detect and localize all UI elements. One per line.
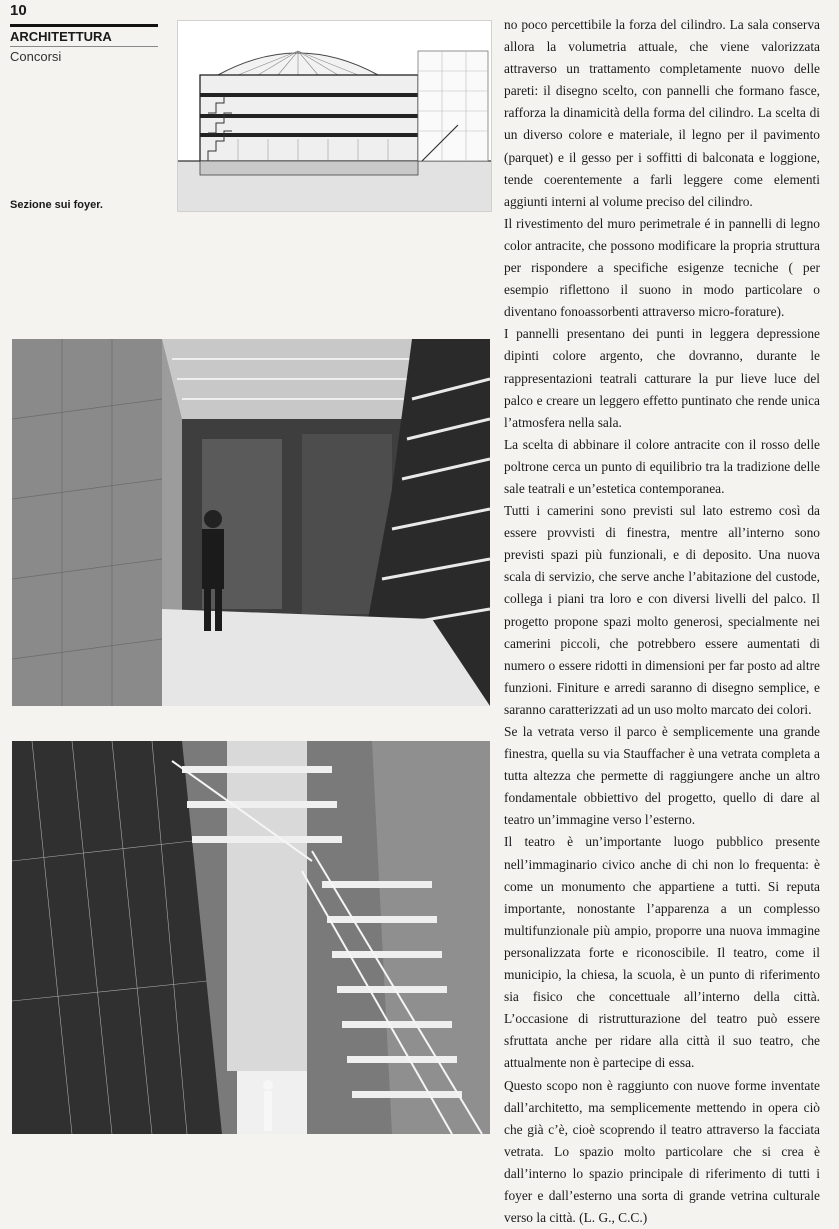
page-number: 10 [10, 2, 27, 19]
paragraph: Se la vetrata verso il parco è semplicemente una grande finestra, quella su via Stauffacher è una vetrata completa a tutta altezza che permette di raggiungere anche un altro fondamentale obbiettivo del progetto, quello di dare al teatro un’immagine verso l’esterno. [504, 721, 820, 831]
subsection-title: Concorsi [10, 49, 61, 64]
paragraph: no poco percettibile la forza del cilindro. La sala conserva allora la volumetria attuale, che viene valorizzata attraverso un trattamento completamente nuovo delle pareti: il disegno scelto, con pannelli che formano fasce, rafforza la dinamicità della forma del cilindro. La scelta di un diverso colore e materiale, il legno per il pavimento (parquet) e il gesso per i soffitti di balconata e loggione, tende coerentemente a farli leggere come elementi aggiunti interni al volume preciso del cilindro. [504, 14, 820, 213]
paragraph: Questo scopo non è raggiunto con nuove forme inventate dall’architetto, ma semplicemente mettendo in opera ciò che già c’è, cioè scoprendo il teatro attraverso la facciata vetrata. Lo spazio molto particolare che si crea è dall’interno lo spazio principale di riferimento di tutti i foyer e dall’esterno una sorta di grande vetrina culturale verso la città. (L. G., C.C.) [504, 1075, 820, 1229]
section-drawing-caption: Sezione sui foyer. [10, 199, 103, 211]
paragraph: Il rivestimento del muro perimetrale é in pannelli di legno color antracite, che possono modificare la propria struttura per rispondere a specifiche esigenze tecniche ( per esempio riflettono il suono in modo particolare o diventano fonoassorbenti attraverso micro-forature). [504, 213, 820, 323]
header-divider [10, 46, 158, 47]
paragraph: I pannelli presentano dei punti in leggera depressione dipinti colore argento, che dovranno, durante le rappresentazioni teatrali catturare la pur lieve luce del palco e creare un leggero effetto puntinato che rende unica l’atmosfera nella sala. [504, 323, 820, 433]
paragraph: Tutti i camerini sono previsti sul lato estremo così da essere provvisti di finestra, mentre all’interno sono previsti spazi più funzionali, e di deposito. Una nuova scala di servizio, che serve anche l’abitazione del custode, collega i piani tra loro e con diversi livelli del palco. Il progetto propone spazi molto generosi, specialmente nei camerini piccoli, che potrebbero essere aumentati di numero o essere ridotti in dimensioni per far posto ad altre funzioni. Finiture e arredi saranno di disegno semplice, e saranno caratterizzati ad un uso molto marcato dei colori. [504, 500, 820, 721]
article-body [504, 14, 820, 1124]
stair-hall-render-svg [12, 741, 490, 1134]
section-drawing [177, 20, 492, 212]
foyer-render-photo [12, 339, 490, 706]
foyer-render-svg [12, 339, 490, 706]
paragraph: La scelta di abbinare il colore antracite con il rosso delle poltrone cerca un punto di equilibrio tra la tradizione delle sale teatrali e un’estetica contemporanea. [504, 434, 820, 500]
section-title: ARCHITETTURA [10, 29, 112, 44]
building-section-svg [178, 21, 491, 211]
stair-hall-render-photo [12, 741, 490, 1134]
header-rule [10, 24, 158, 27]
paragraph: Il teatro è un’importante luogo pubblico presente nell’immaginario civico anche di chi non lo frequenta: è come un monumento che appartiene a tutti. Si reputa importante, nonostante l’apparenza a un complesso multifunzionale più ampio, proporre una nuova immagine personalizzata forte e riconoscibile. Il teatro, come il municipio, la chiesa, la scuola, è un punto di riferimento sia fisico che concettuale all’interno della città. L’occasione di ristrutturazione del teatro può essere sfruttata anche per ridare alla città il suo teatro, che attualmente non è partecipe di essa. [504, 831, 820, 1074]
